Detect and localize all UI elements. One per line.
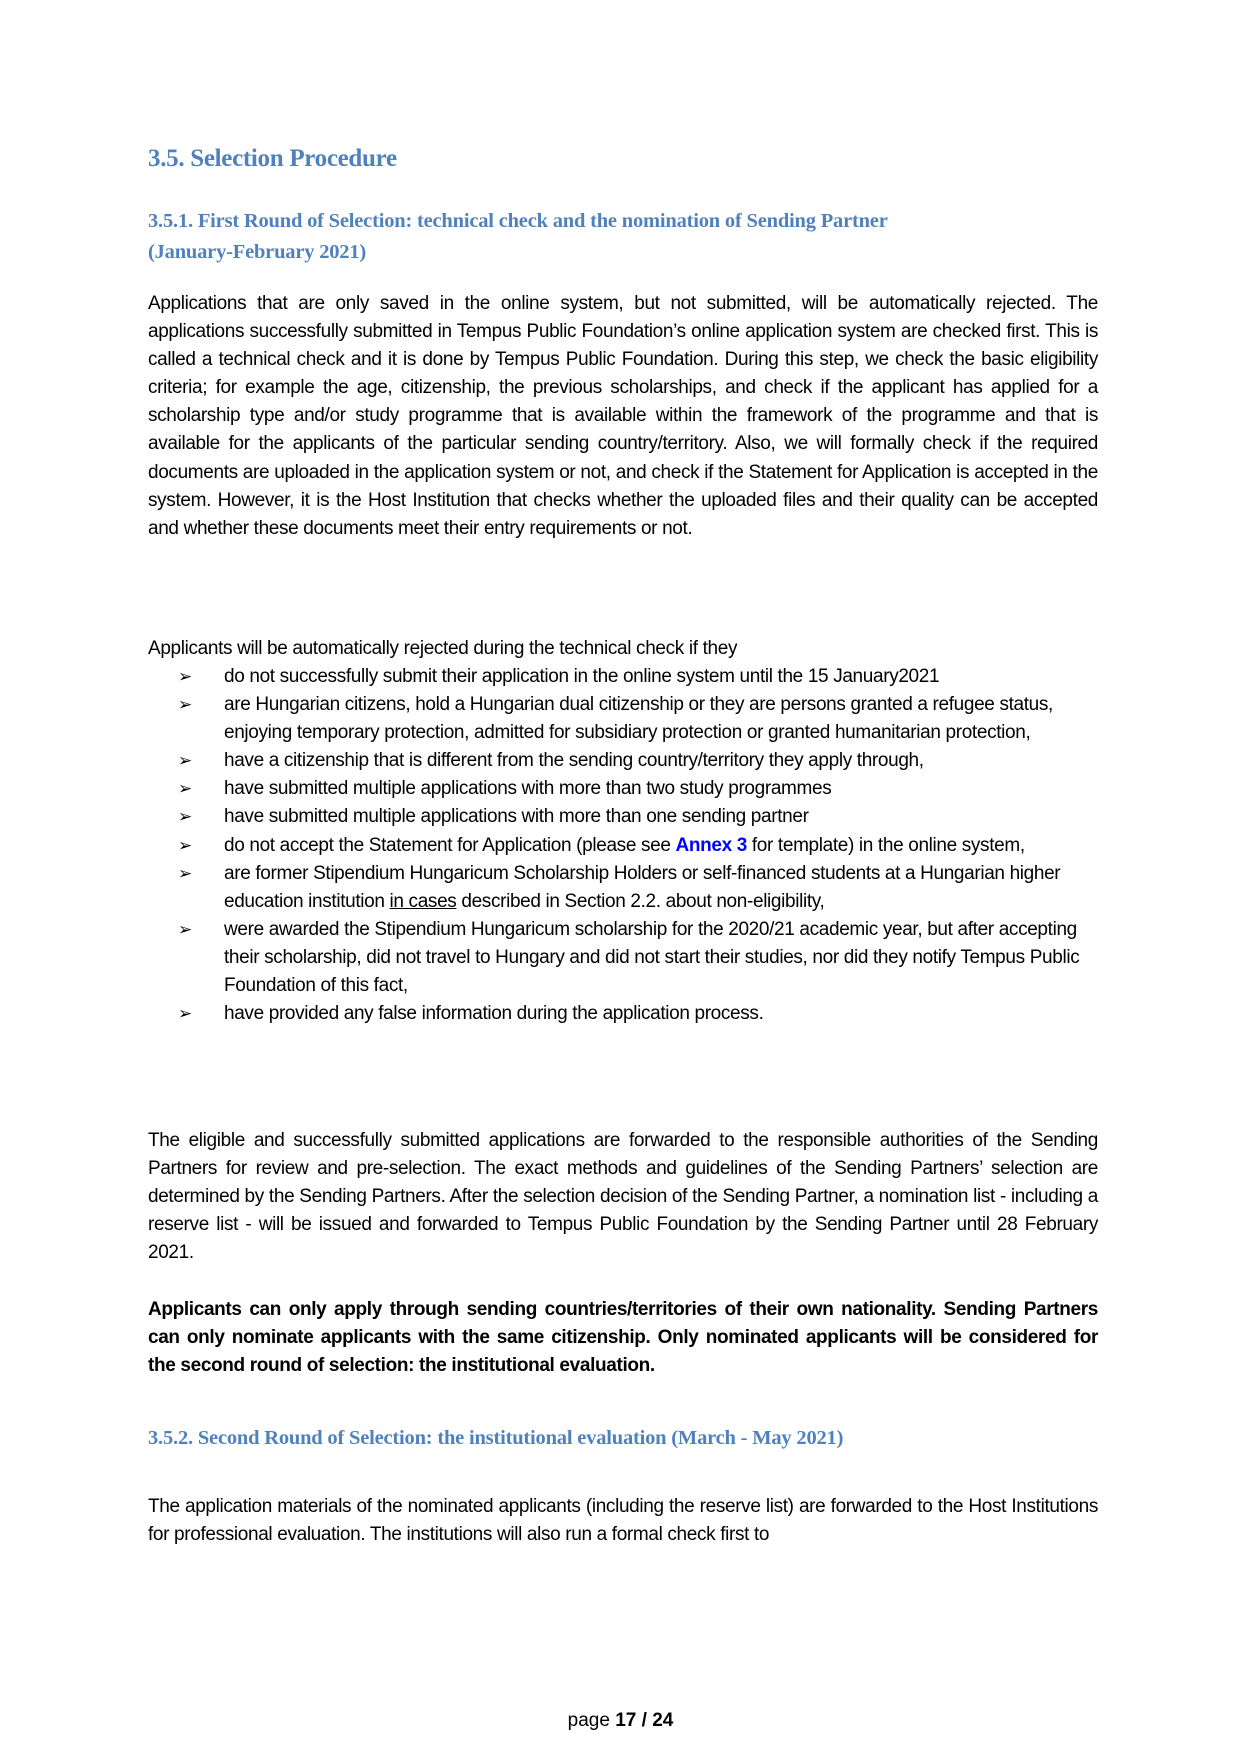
heading-line-2: (January-February 2021) [148,241,367,263]
list-item: ➢ do not accept the Statement for Application (please see Annex 3 for template) in the online system, [148,832,1098,860]
heading-line-1: 3.5.1. First Round of Selection: technical check and the nomination of Sending Partner [148,210,888,232]
nationality-notice-paragraph: Applicants can only apply through sending countries/territories of their own nationality. Sending Partners can only nominate applicants with the same citizenship. Only nominated applicants will be considered for the second round of selection: the institutional evaluation. [148,1299,1098,1377]
list-item: ➢ have submitted multiple applications with more than one sending partner [148,803,1098,831]
sending-partner-paragraph: The eligible and successfully submitted applications are forwarded to the responsible authorities of the Sending Partners for review and pre-selection. The exact methods and guidelines of the Sending Partners’ selection are determined by the Sending Partners. After the selection decision of the Sending Partner, a nomination list - including a reserve list - will be issued and forwarded to Tempus Public Foundation by the Sending Partner until 28 February 2021. [148,1130,1098,1264]
subsection-heading-first-round [148,206,1098,268]
underlined-text: in cases [389,890,457,912]
list-item: ➢ are former Stipendium Hungaricum Scholarship Holders or self-financed students at a Hungarian higher education institution in cases described in Section 2.2. about non-eligibility, [148,860,1098,916]
arrow-bullet-icon: ➢ [178,919,192,939]
rejection-list-intro: Applicants will be automatically rejected during the technical check if they [148,638,738,659]
list-item: ➢ have submitted multiple applications with more than two study programmes [148,775,1098,803]
list-item: ➢ do not successfully submit their application in the online system until the 15 January2021 [148,663,1098,691]
current-page: 17 [615,1710,637,1731]
arrow-bullet-icon: ➢ [178,695,192,715]
list-item: ➢ are Hungarian citizens, hold a Hungarian dual citizenship or they are persons granted a refugee status, enjoying temporary protection, admitted for subsidiary protection or granted humanitarian protection, [148,691,1098,747]
page-number: page 17 / 24 [567,1710,674,1731]
list-item: ➢ have provided any false information during the application process. [148,1000,1098,1028]
arrow-bullet-icon: ➢ [178,835,192,855]
arrow-bullet-icon: ➢ [178,667,192,686]
list-item: ➢ were awarded the Stipendium Hungaricum scholarship for the 2020/21 academic year, but after accepting their scholarship, did not travel to Hungary and did not start their studies, nor did they notify Tempus Public Foundation of this fact, [148,916,1098,1000]
subsection-heading-second-round: 3.5.2. Second Round of Selection: the institutional evaluation (March - May 2021) [148,1427,844,1449]
arrow-bullet-icon: ➢ [178,1004,192,1024]
list-item: ➢ have a citizenship that is different from the sending country/territory they apply through, [148,747,1098,775]
section-heading: 3.5. Selection Procedure [148,145,397,172]
arrow-bullet-icon: ➢ [178,863,192,883]
total-pages: 24 [652,1710,674,1731]
arrow-bullet-icon: ➢ [178,751,192,771]
arrow-bullet-icon: ➢ [178,807,192,827]
technical-check-paragraph: Applications that are only saved in the online system, but not submitted, will be automatically rejected. The applications successfully submitted in Tempus Public Foundation’s online application system are checked first. This is called a technical check and it is done by Tempus Public Foundation. During this step, we check the basic eligibility criteria; for example the age, citizenship, the previous scholarships, and check if the applicant has applied for a scholarship type and/or study programme that is available within the framework of the programme and that is available for the applicants of the particular sending country/territory. Also, we will formally check if the required documents are uploaded in the application system or not, and check if the Statement for Application is accepted in the system. However, it is the Host Institution that checks whether the uploaded files and their quality can be accepted and whether these documents meet their entry requirements or not. [148,293,1098,539]
rejection-criteria-list [148,663,1098,1028]
annex-3-link[interactable]: Annex 3 [675,834,747,856]
institutional-evaluation-paragraph: The application materials of the nominated applicants (including the reserve list) are forwarded to the Host Institutions for professional evaluation. The institutions will also run a formal check first to [148,1496,1098,1546]
arrow-bullet-icon: ➢ [178,779,192,799]
